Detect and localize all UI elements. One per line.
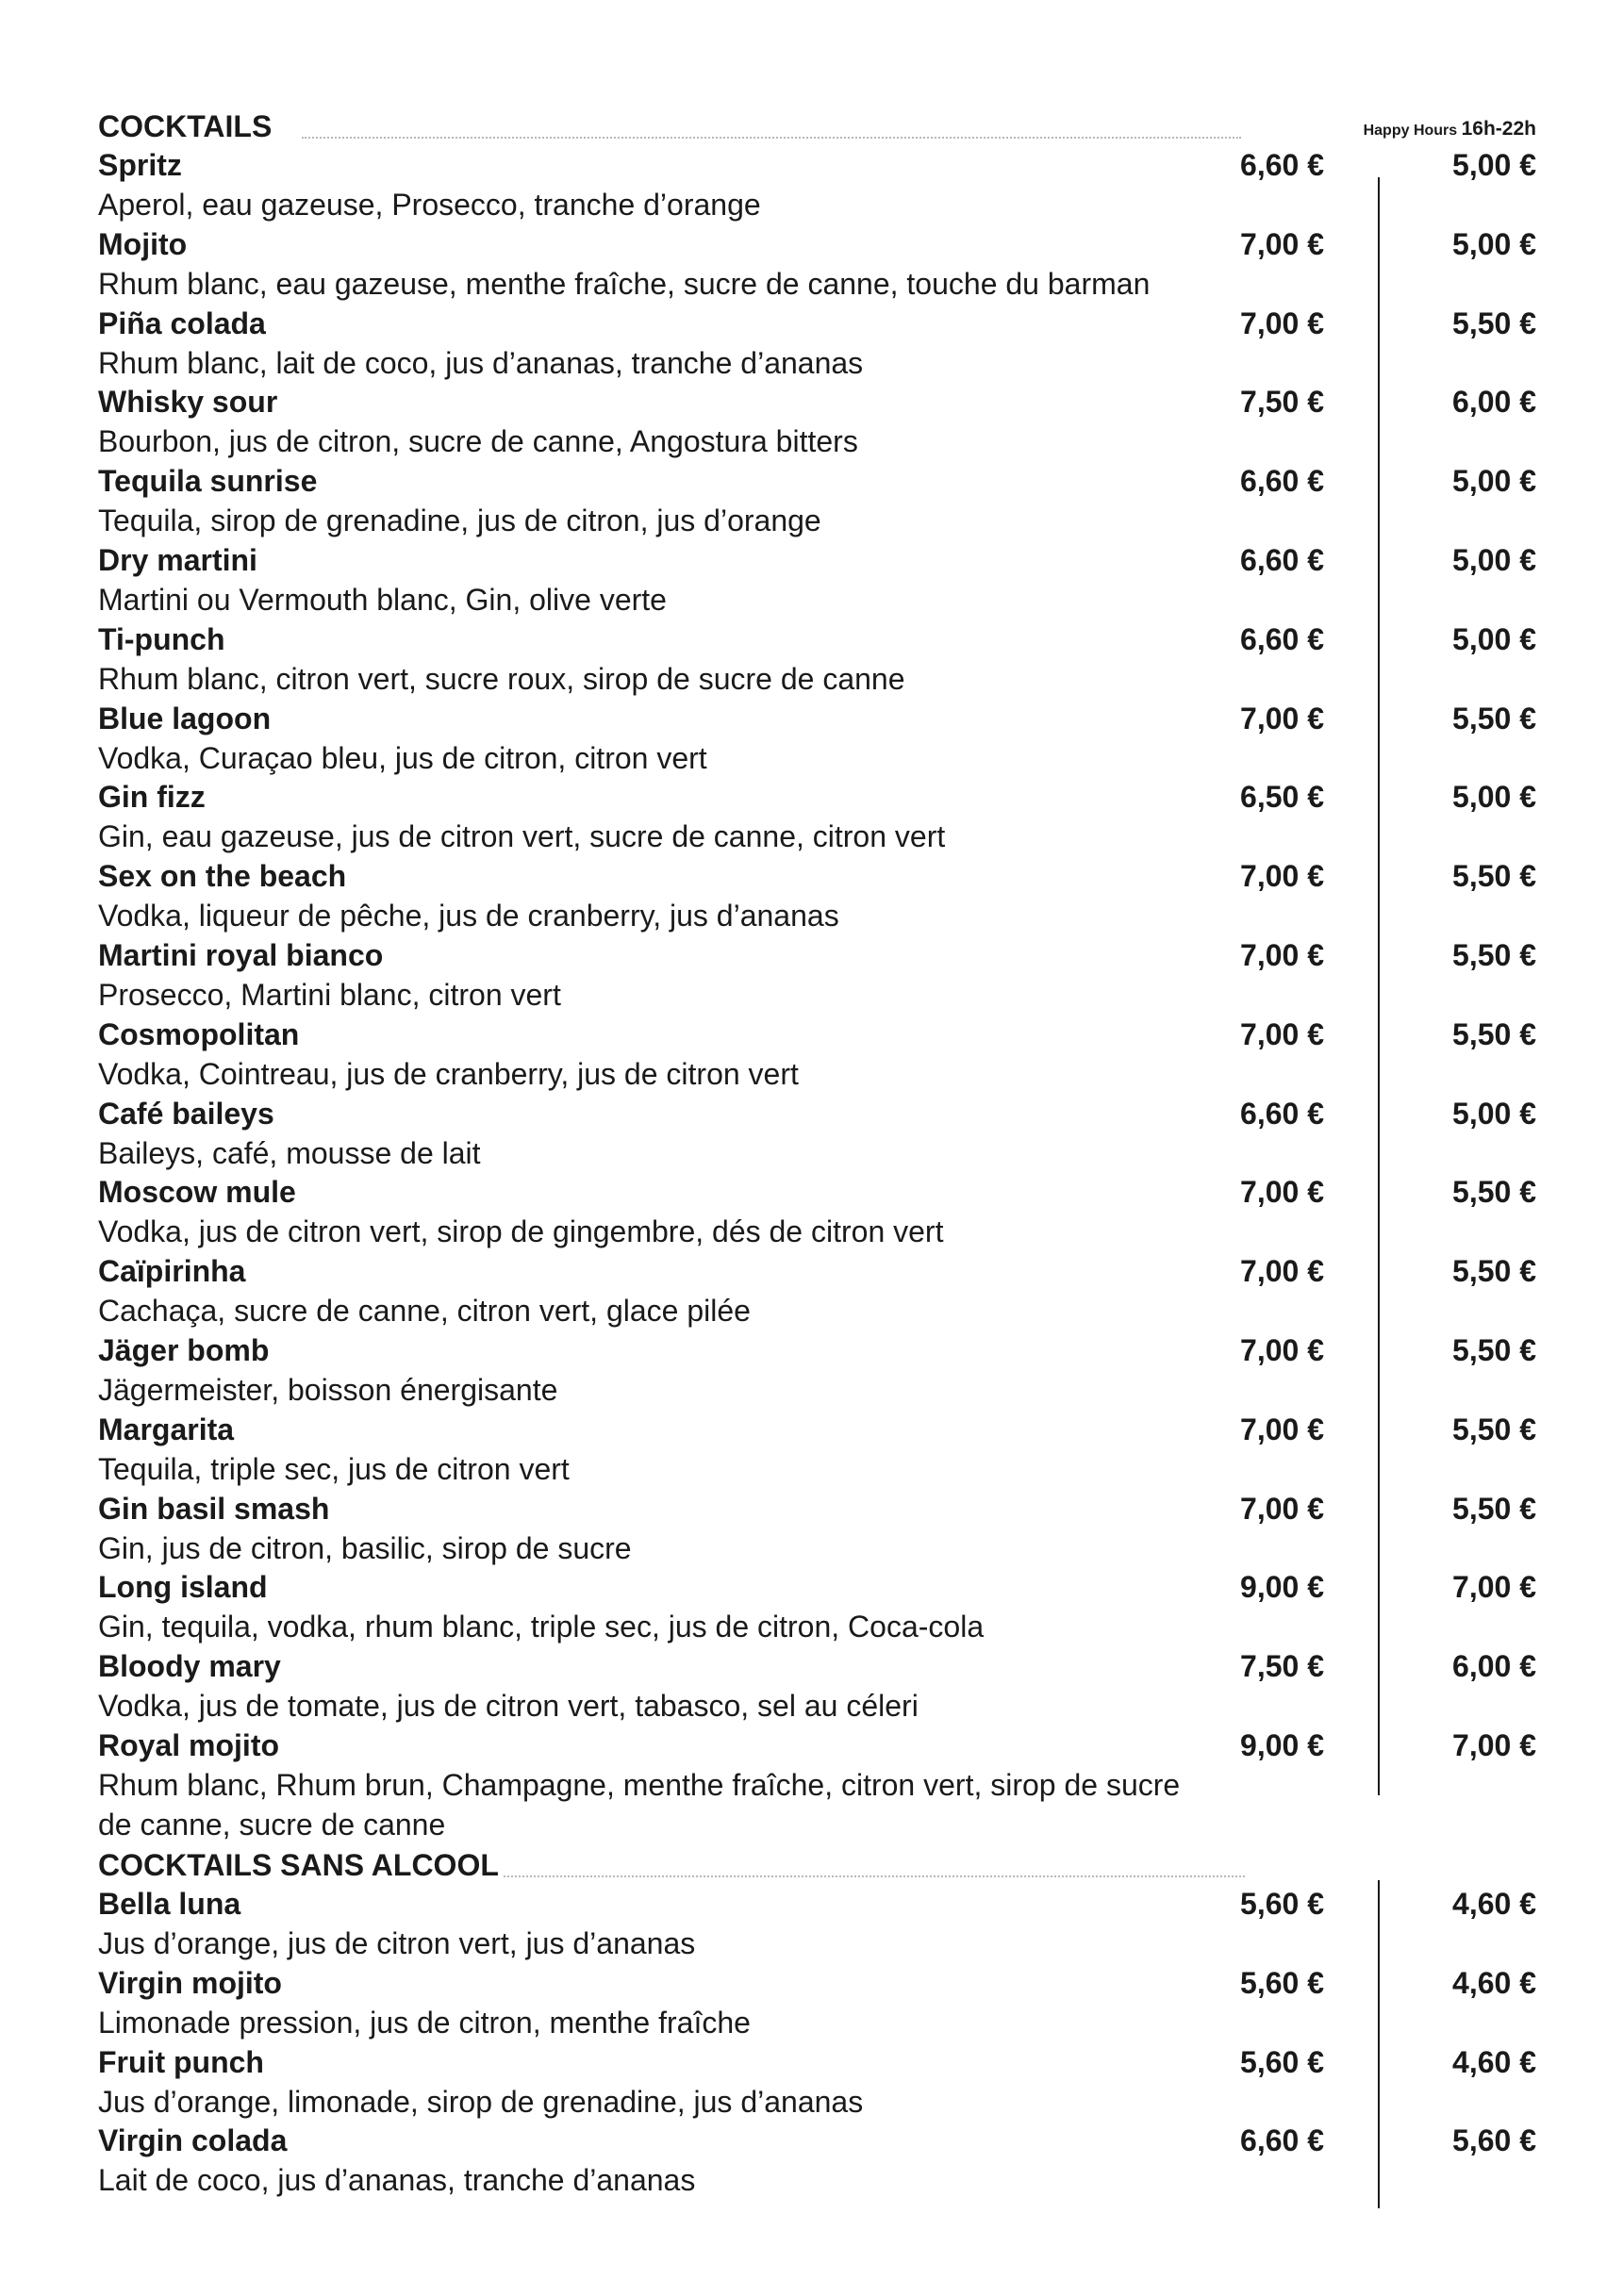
price-regular: 5,60 € <box>1240 1965 1324 2000</box>
item-name: Virgin colada <box>98 2123 288 2158</box>
item-name: Royal mojito <box>98 1727 280 1762</box>
item-name: Café baileys <box>98 1096 274 1131</box>
price-regular: 6,60 € <box>1240 2123 1324 2158</box>
price-regular: 6,60 € <box>1240 148 1324 182</box>
price-happy-hours: 5,00 € <box>1452 226 1536 261</box>
item-name: Gin basil smash <box>98 1491 330 1526</box>
menu-item <box>98 382 1536 461</box>
menu-item <box>98 1330 1536 1410</box>
item-description: Tequila, sirop de grenadine, jus de citron, jus d’orange <box>98 504 821 538</box>
item-description: Lait de coco, jus d’ananas, tranche d’ananas <box>98 2163 696 2198</box>
price-regular: 7,00 € <box>1240 1254 1324 1289</box>
item-name: Mojito <box>98 226 188 261</box>
price-happy-hours: 7,00 € <box>1452 1570 1536 1605</box>
menu-item <box>98 856 1536 935</box>
menu-item <box>98 1726 1536 1844</box>
price-happy-hours: 5,50 € <box>1452 1332 1536 1367</box>
price-regular: 7,00 € <box>1240 701 1324 735</box>
item-name: Moscow mule <box>98 1175 296 1210</box>
price-regular: 6,50 € <box>1240 780 1324 815</box>
item-description: Cachaça, sucre de canne, citron vert, glace pilée <box>98 1294 751 1329</box>
item-name: Fruit punch <box>98 2044 264 2079</box>
item-name: Dry martini <box>98 542 257 577</box>
menu-item <box>98 145 1536 224</box>
happy-hours-time: 16h-22h <box>1461 118 1536 140</box>
item-description: Gin, tequila, vodka, rhum blanc, triple sec, jus de citron, Coca-cola <box>98 1610 985 1644</box>
menu-item <box>98 1884 1536 1963</box>
menu-item <box>98 1489 1536 1568</box>
price-regular: 7,00 € <box>1240 1412 1324 1446</box>
price-happy-hours: 5,50 € <box>1452 1175 1536 1210</box>
item-name: Bloody mary <box>98 1649 281 1684</box>
item-description: Vodka, jus de tomate, jus de citron vert, tabasco, sel au céleri <box>98 1689 919 1724</box>
section-cocktails-sans-alcool <box>98 1846 1536 2200</box>
item-description: Bourbon, jus de citron, sucre de canne, Angostura bitters <box>98 424 858 459</box>
item-description: Gin, eau gazeuse, jus de citron vert, sucre de canne, citron vert <box>98 819 946 854</box>
price-regular: 9,00 € <box>1240 1570 1324 1605</box>
price-regular: 7,00 € <box>1240 1332 1324 1367</box>
item-name: Gin fizz <box>98 780 206 815</box>
section-title: COCKTAILS SANS ALCOOL <box>98 1848 499 1882</box>
price-happy-hours: 4,60 € <box>1452 1887 1536 1921</box>
price-happy-hours: 4,60 € <box>1452 1965 1536 2000</box>
menu-items <box>98 145 1536 1844</box>
price-happy-hours: 5,00 € <box>1452 780 1536 815</box>
item-description: Jägermeister, boisson énergisante <box>98 1372 558 1407</box>
item-name: Tequila sunrise <box>98 464 318 499</box>
price-happy-hours: 5,60 € <box>1452 2123 1536 2158</box>
item-name: Spritz <box>98 148 182 182</box>
item-description: Prosecco, Martini blanc, citron vert <box>98 977 561 1012</box>
section-title: COCKTAILS <box>98 109 273 143</box>
menu-item <box>98 224 1536 304</box>
item-name: Martini royal bianco <box>98 937 384 972</box>
dotted-leader <box>302 137 1241 139</box>
price-happy-hours: 5,50 € <box>1452 1491 1536 1526</box>
item-description: Jus d’orange, jus de citron vert, jus d’ananas <box>98 1926 696 1960</box>
section-cocktails <box>98 107 1536 1844</box>
menu-item <box>98 1015 1536 1094</box>
menu-item <box>98 2121 1536 2200</box>
menu-item <box>98 1963 1536 2042</box>
item-description: Rhum blanc, eau gazeuse, menthe fraîche, sucre de canne, touche du barman <box>98 266 1151 301</box>
price-happy-hours: 5,50 € <box>1452 937 1536 972</box>
item-description: Vodka, jus de citron vert, sirop de gingembre, dés de citron vert <box>98 1214 944 1249</box>
item-name: Whisky sour <box>98 385 278 420</box>
price-regular: 7,00 € <box>1240 937 1324 972</box>
menu-item <box>98 461 1536 540</box>
item-name: Ti-punch <box>98 621 225 656</box>
menu-item <box>98 1567 1536 1646</box>
item-description: Tequila, triple sec, jus de citron vert <box>98 1451 570 1486</box>
item-description: Baileys, café, mousse de lait <box>98 1135 481 1170</box>
item-description: Jus d’orange, limonade, sirop de grenadine, jus d’ananas <box>98 2084 864 2119</box>
menu-item <box>98 540 1536 619</box>
price-regular: 7,50 € <box>1240 385 1324 420</box>
price-regular: 6,60 € <box>1240 621 1324 656</box>
menu-item <box>98 1172 1536 1251</box>
price-regular: 7,00 € <box>1240 306 1324 340</box>
item-name: Long island <box>98 1570 268 1605</box>
price-happy-hours: 5,50 € <box>1452 1412 1536 1446</box>
price-regular: 5,60 € <box>1240 1887 1324 1921</box>
item-name: Sex on the beach <box>98 859 347 894</box>
dotted-leader <box>504 1875 1245 1877</box>
price-regular: 5,60 € <box>1240 2044 1324 2079</box>
menu-item <box>98 1094 1536 1173</box>
menu-item <box>98 2042 1536 2122</box>
menu-items <box>98 1884 1536 2200</box>
item-description: Vodka, Curaçao bleu, jus de citron, citron vert <box>98 740 707 775</box>
price-happy-hours: 5,00 € <box>1452 542 1536 577</box>
price-regular: 7,50 € <box>1240 1649 1324 1684</box>
price-happy-hours: 5,00 € <box>1452 464 1536 499</box>
price-regular: 9,00 € <box>1240 1727 1324 1762</box>
item-description: Gin, jus de citron, basilic, sirop de sucre <box>98 1530 632 1565</box>
item-description: Martini ou Vermouth blanc, Gin, olive verte <box>98 582 667 617</box>
item-description: Limonade pression, jus de citron, menthe fraîche <box>98 2005 751 2040</box>
item-name: Virgin mojito <box>98 1965 282 2000</box>
price-happy-hours: 5,00 € <box>1452 621 1536 656</box>
price-happy-hours: 5,50 € <box>1452 1016 1536 1051</box>
column-divider <box>1378 177 1380 1795</box>
item-name: Piña colada <box>98 306 266 340</box>
section-header <box>98 1846 1536 1884</box>
item-name: Bella luna <box>98 1887 241 1921</box>
item-name: Blue lagoon <box>98 701 272 735</box>
item-name: Caïpirinha <box>98 1254 246 1289</box>
price-happy-hours: 5,50 € <box>1452 859 1536 894</box>
price-happy-hours: 5,00 € <box>1452 148 1536 182</box>
menu-item <box>98 304 1536 383</box>
price-happy-hours: 7,00 € <box>1452 1727 1536 1762</box>
section-header <box>98 107 1536 145</box>
price-regular: 7,00 € <box>1240 226 1324 261</box>
price-happy-hours: 5,50 € <box>1452 306 1536 340</box>
item-description: Vodka, Cointreau, jus de cranberry, jus de citron vert <box>98 1056 799 1091</box>
menu-item <box>98 777 1536 856</box>
happy-hours-label <box>1364 115 1536 145</box>
menu-item <box>98 1646 1536 1726</box>
price-regular: 7,00 € <box>1240 859 1324 894</box>
item-description: Rhum blanc, lait de coco, jus d’ananas, tranche d’ananas <box>98 345 864 380</box>
price-regular: 7,00 € <box>1240 1175 1324 1210</box>
price-happy-hours: 6,00 € <box>1452 385 1536 420</box>
menu-item <box>98 935 1536 1015</box>
price-regular: 6,60 € <box>1240 1096 1324 1131</box>
price-happy-hours: 5,50 € <box>1452 701 1536 735</box>
price-happy-hours: 5,50 € <box>1452 1254 1536 1289</box>
item-name: Cosmopolitan <box>98 1016 300 1051</box>
menu-item <box>98 699 1536 778</box>
menu-item <box>98 1410 1536 1489</box>
item-description: Rhum blanc, Rhum brun, Champagne, menthe fraîche, citron vert, sirop de sucre de canne, sucre de canne <box>98 1767 1181 1842</box>
item-description: Vodka, liqueur de pêche, jus de cranberry, jus d’ananas <box>98 899 839 933</box>
price-happy-hours: 6,00 € <box>1452 1649 1536 1684</box>
happy-hours-prefix: Happy Hours <box>1363 123 1458 139</box>
price-regular: 6,60 € <box>1240 542 1324 577</box>
item-name: Margarita <box>98 1412 235 1446</box>
price-regular: 6,60 € <box>1240 464 1324 499</box>
menu-item <box>98 1251 1536 1330</box>
menu-item <box>98 619 1536 699</box>
price-happy-hours: 5,00 € <box>1452 1096 1536 1131</box>
item-description: Rhum blanc, citron vert, sucre roux, sirop de sucre de canne <box>98 661 905 696</box>
item-name: Jäger bomb <box>98 1332 270 1367</box>
item-description: Aperol, eau gazeuse, Prosecco, tranche d’orange <box>98 188 761 222</box>
price-happy-hours: 4,60 € <box>1452 2044 1536 2079</box>
price-regular: 7,00 € <box>1240 1491 1324 1526</box>
price-regular: 7,00 € <box>1240 1016 1324 1051</box>
column-divider <box>1378 1880 1380 2208</box>
